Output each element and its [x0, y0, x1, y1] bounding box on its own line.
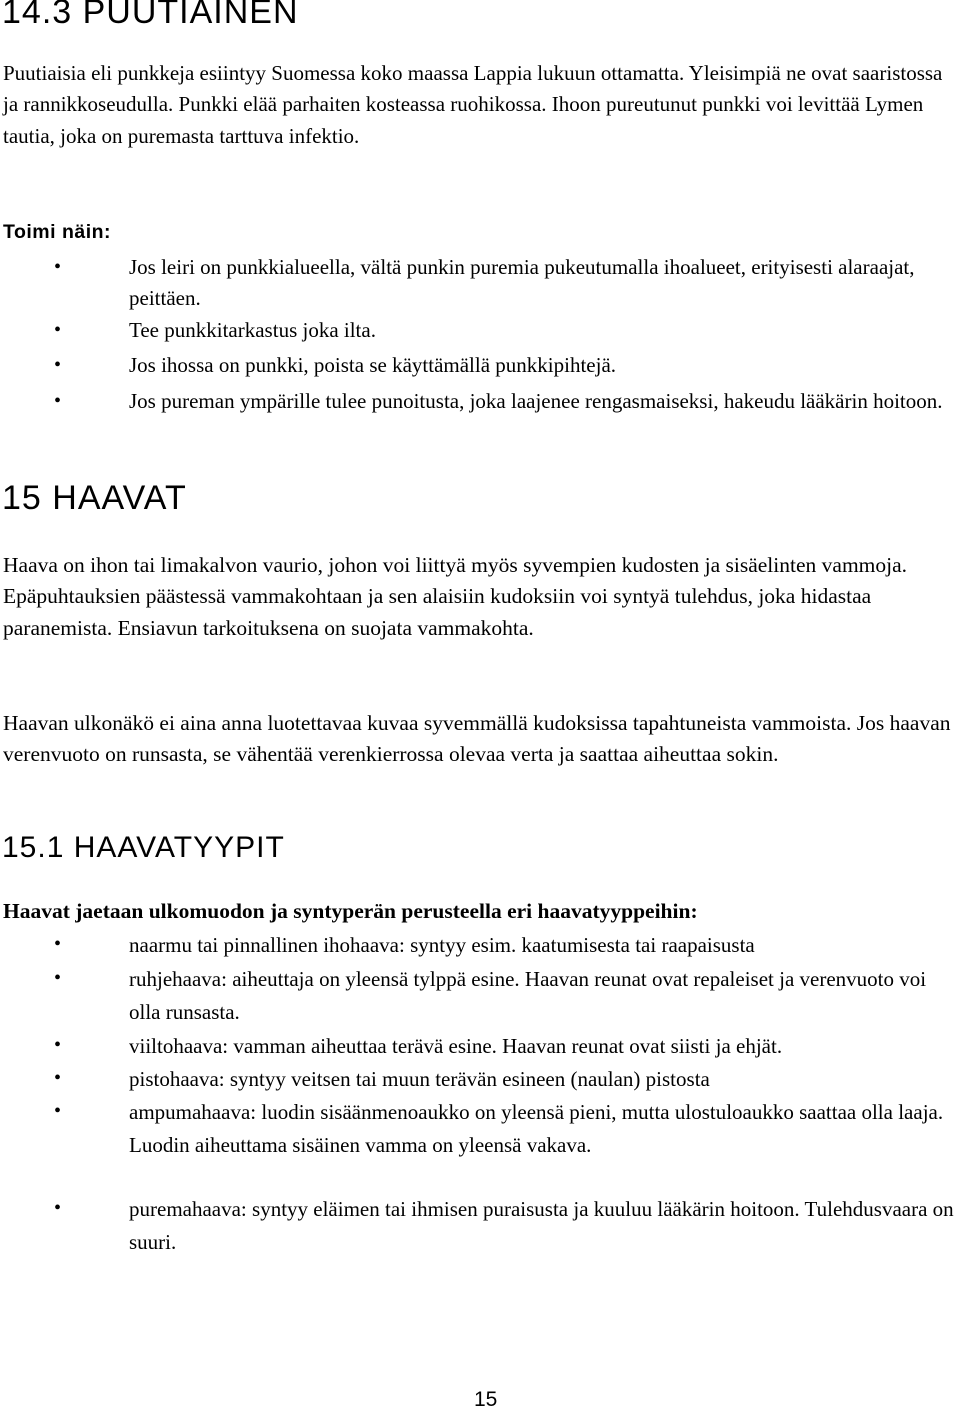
bullet-dot: •	[54, 1197, 62, 1219]
intro-paragraph: Puutiaisia eli punkkeja esiintyy Suomessa koko maassa Lappia lukuun ottamatta. Yleisimpiä ne ovat saaristossa ja rannikkoseudulla. Punkki elää parhaiten kosteassa ruohikossa. Ihoon pureutunut punkki voi levittää Lymen tautia, joka on puremasta tarttuva infektio.	[3, 61, 943, 148]
haavatyypit-lead: Haavat jaetaan ulkomuodon ja syntyperän perusteella eri haavatyyppeihin:	[3, 899, 698, 923]
list-item: ruhjehaava: aiheuttaja on yleensä tylppä esine. Haavan reunat ovat repaleiset ja verenvuoto voi olla runsasta.	[129, 967, 927, 1024]
bullet-dot: •	[54, 967, 62, 989]
bullet-dot: •	[54, 1067, 62, 1089]
bullet-dot: •	[54, 1100, 62, 1122]
list-item: Jos pureman ympärille tulee punoitusta, joka laajenee rengasmaiseksi, hakeudu lääkärin hoitoon.	[129, 389, 943, 413]
list-item: viiltohaava: vamman aiheuttaa terävä esine. Haavan reunat ovat siisti ja ehjät.	[129, 1034, 783, 1058]
list-item: puremahaava: syntyy eläimen tai ihmisen puraisusta ja kuuluu lääkärin hoitoon. Tulehdusvaara on suuri.	[129, 1197, 954, 1254]
section-heading-15: 15 HAAVAT	[2, 479, 187, 517]
list-item: Jos leiri on punkkialueella, vältä punkin puremia pukeutumalla ihoalueet, erityisesti alaraajat, peittäen.	[129, 255, 915, 311]
list-item: Tee punkkitarkastus joka ilta.	[129, 318, 376, 342]
paragraph-haava: Haava on ihon tai limakalvon vaurio, johon voi liittyä myös syvempien kudosten ja sisäelinten vammoja. Epäpuhtauksien päästessä vammakohtaan ja sen alaisiin kudoksiin voi syntyä tulehdus, joka hidastaa paranemista. Ensiavun tarkoituksena on suojata vammakohta.	[3, 553, 908, 640]
section-heading-14-3: 14.3 PUUTIAINEN	[2, 0, 299, 31]
bullet-dot: •	[54, 319, 62, 341]
bullet-dot: •	[54, 256, 62, 278]
list-item: ampumahaava: luodin sisäänmenoaukko on yleensä pieni, mutta ulostuloaukko saattaa olla laaja. Luodin aiheuttama sisäinen vamma on yleensä vakava.	[129, 1100, 944, 1157]
section-heading-15-1: 15.1 HAAVATYYPIT	[2, 831, 285, 864]
list-item: naarmu tai pinnallinen ihohaava: syntyy esim. kaatumisesta tai raapaisusta	[129, 933, 755, 957]
list-item: Jos ihossa on punkki, poista se käyttämällä punkkipihtejä.	[129, 353, 617, 377]
toimi-label: Toimi näin:	[3, 221, 112, 243]
bullet-dot: •	[54, 390, 62, 412]
paragraph-haavan-ulkonako: Haavan ulkonäkö ei aina anna luotettavaa kuvaa syvemmällä kudoksissa tapahtuneista vammoista. Jos haavan verenvuoto on runsasta, se vähentää verenkierrossa olevaa verta ja saattaa aiheuttaa sokin.	[3, 711, 951, 767]
bullet-dot: •	[54, 354, 62, 376]
bullet-dot: •	[54, 933, 62, 955]
page-number: 15	[474, 1388, 498, 1411]
bullet-dot: •	[54, 1034, 62, 1056]
list-item: pistohaava: syntyy veitsen tai muun terävän esineen (naulan) pistosta	[129, 1067, 710, 1091]
